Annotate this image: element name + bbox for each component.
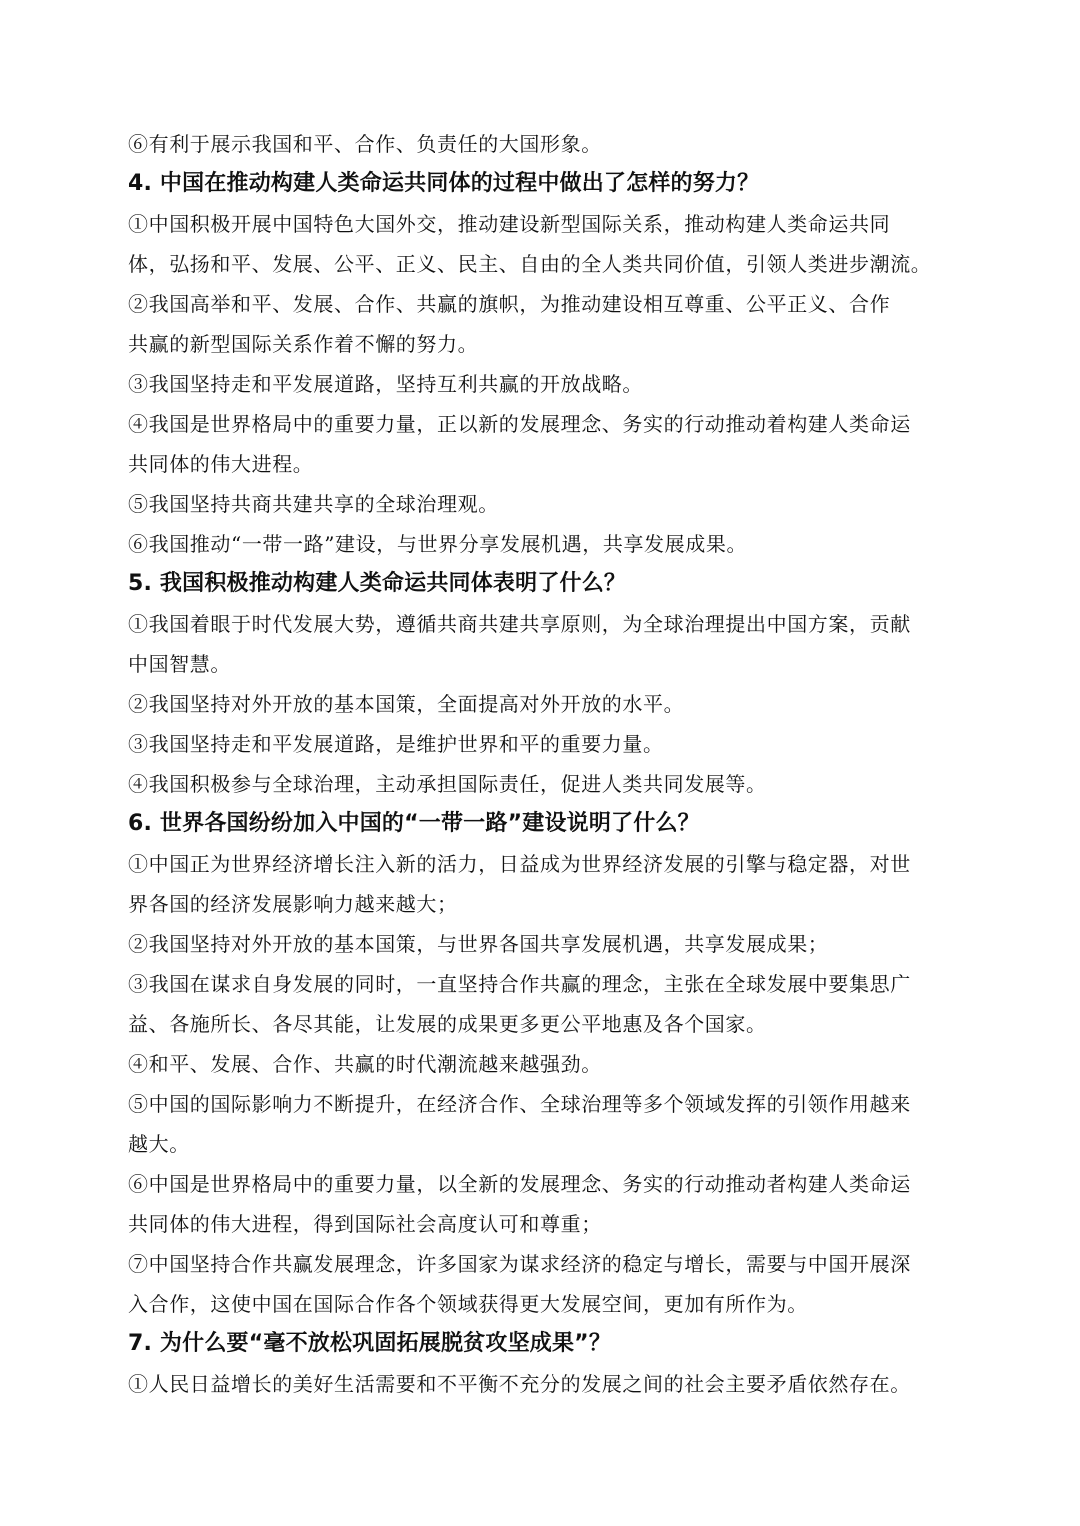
list-item-line: ①人民日益增长的美好生活需要和不平衡不充分的发展之间的社会主要矛盾依然存在。 — [128, 1372, 911, 1396]
list-item-line: 入合作，这使中国在国际合作各个领域获得更大发展空间，更加有所作为。 — [128, 1292, 808, 1316]
section-heading: 7. 为什么要“毫不放松巩固拓展脱贫攻坚成果”？ — [128, 1331, 612, 1356]
list-item — [128, 524, 954, 564]
list-item — [128, 684, 954, 724]
list-item — [128, 764, 954, 804]
list-item-line: ⑦中国坚持合作共赢发展理念，许多国家为谋求经济的稳定与增长，需要与中国开展深 — [128, 1252, 911, 1276]
list-item — [128, 1244, 954, 1324]
list-item — [128, 404, 954, 484]
list-item-line: ⑥我国推动“一带一路”建设，与世界分享发展机遇，共享发展成果。 — [128, 532, 748, 556]
list-item-line: 共同体的伟大进程，得到国际社会高度认可和尊重； — [128, 1212, 602, 1236]
list-item-line: ③我国坚持走和平发展道路，坚持互利共赢的开放战略。 — [128, 372, 643, 396]
list-item — [128, 1164, 954, 1244]
list-item-line: ④和平、发展、合作、共赢的时代潮流越来越强劲。 — [128, 1052, 602, 1076]
list-item-line: 中国智慧。 — [128, 652, 231, 676]
list-item-line: 界各国的经济发展影响力越来越大； — [128, 892, 458, 916]
list-item-line: ②我国高举和平、发展、合作、共赢的旗帜，为推动建设相互尊重、公平正义、合作 — [128, 292, 891, 316]
list-item — [128, 724, 954, 764]
list-item-line: ③我国在谋求自身发展的同时，一直坚持合作共赢的理念，主张在全球发展中要集思广 — [128, 972, 911, 996]
list-item-line: 越大。 — [128, 1132, 190, 1156]
list-item-line: ④我国积极参与全球治理，主动承担国际责任，促进人类共同发展等。 — [128, 772, 767, 796]
list-item-line: ③我国坚持走和平发展道路，是维护世界和平的重要力量。 — [128, 732, 664, 756]
list-item-line: ⑤中国的国际影响力不断提升，在经济合作、全球治理等多个领域发挥的引领作用越来 — [128, 1092, 911, 1116]
list-item-line: ①我国着眼于时代发展大势，遵循共商共建共享原则，为全球治理提出中国方案，贡献 — [128, 612, 911, 636]
document-page — [128, 124, 954, 1404]
list-item-line: ⑥中国是世界格局中的重要力量，以全新的发展理念、务实的行动推动者构建人类命运 — [128, 1172, 911, 1196]
list-item — [128, 1044, 954, 1084]
sections — [128, 164, 954, 1404]
list-item — [128, 364, 954, 404]
list-item-line: 共同体的伟大进程。 — [128, 452, 314, 476]
section-6 — [128, 804, 954, 1324]
section-heading: 5. 我国积极推动构建人类命运共同体表明了什么？ — [128, 571, 627, 596]
section-heading: 6. 世界各国纷纷加入中国的“一带一路”建设说明了什么？ — [128, 811, 700, 836]
list-item — [128, 604, 954, 684]
list-item — [128, 204, 954, 284]
list-item — [128, 1364, 954, 1404]
list-item-line: ①中国正为世界经济增长注入新的活力，日益成为世界经济发展的引擎与稳定器，对世 — [128, 852, 911, 876]
list-item — [128, 484, 954, 524]
section-5 — [128, 564, 954, 804]
top-item: ⑥有利于展示我国和平、合作、负责任的大国形象。 — [128, 132, 602, 156]
section-4 — [128, 164, 954, 564]
list-item-line: ②我国坚持对外开放的基本国策，与世界各国共享发展机遇，共享发展成果； — [128, 932, 829, 956]
list-item-line: 益、各施所长、各尽其能，让发展的成果更多更公平地惠及各个国家。 — [128, 1012, 767, 1036]
list-item-line: 体，弘扬和平、发展、公平、正义、民主、自由的全人类共同价值，引领人类进步潮流。 — [128, 252, 932, 276]
list-item — [128, 964, 954, 1044]
list-item — [128, 284, 954, 364]
list-item-line: ④我国是世界格局中的重要力量，正以新的发展理念、务实的行动推动着构建人类命运 — [128, 412, 911, 436]
list-item-line: ②我国坚持对外开放的基本国策，全面提高对外开放的水平。 — [128, 692, 685, 716]
list-item — [128, 924, 954, 964]
list-item-line: ⑤我国坚持共商共建共享的全球治理观。 — [128, 492, 499, 516]
list-item — [128, 1084, 954, 1164]
section-7 — [128, 1324, 954, 1404]
list-item — [128, 844, 954, 924]
list-item-line: ①中国积极开展中国特色大国外交，推动建设新型国际关系，推动构建人类命运共同 — [128, 212, 891, 236]
section-heading: 4. 中国在推动构建人类命运共同体的过程中做出了怎样的努力？ — [128, 171, 760, 196]
list-item-line: 共赢的新型国际关系作着不懈的努力。 — [128, 332, 479, 356]
